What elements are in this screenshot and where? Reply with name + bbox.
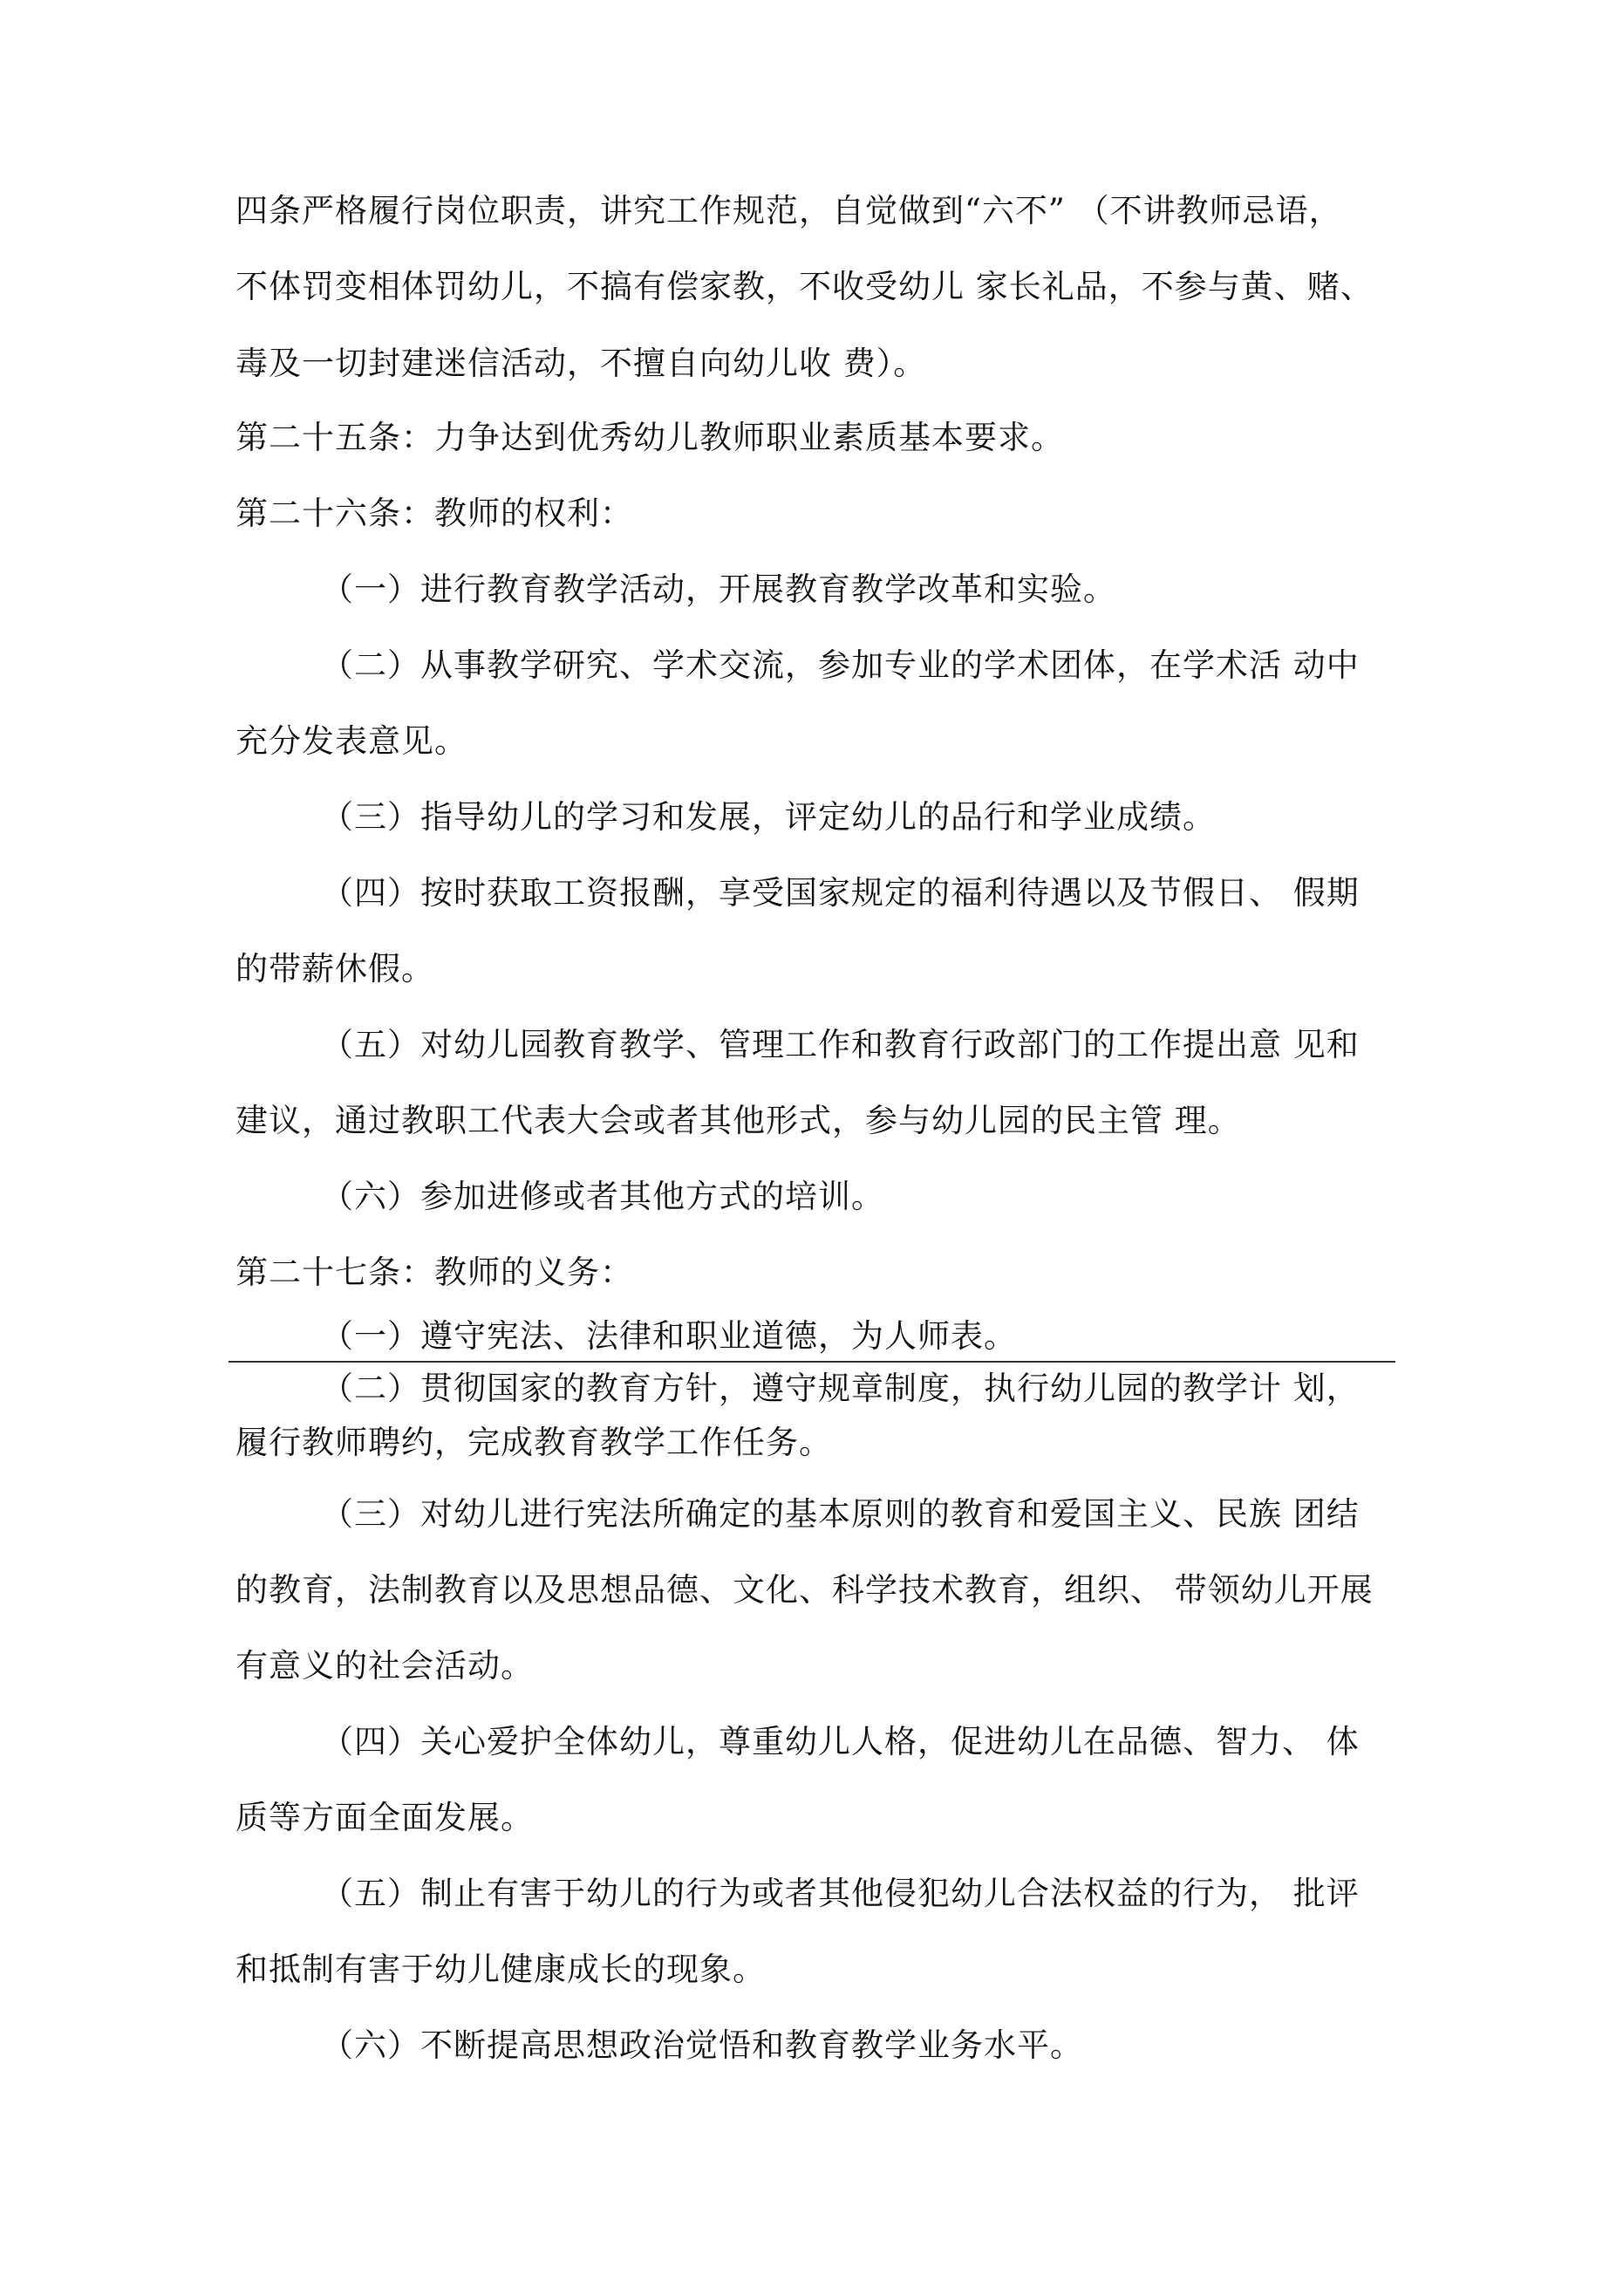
rights-item-4-cont: 的带薪休假。 bbox=[235, 950, 434, 987]
duties-item-4-cont: 质等方面全面发展。 bbox=[235, 1799, 534, 1836]
duties-item-3-cont-1: 的教育，法制教育以及思想品德、文化、科学技术教育，组织、 带领幼儿开展 bbox=[235, 1571, 1374, 1609]
rights-item-2-cont: 充分发表意见。 bbox=[235, 722, 467, 760]
article-25: 第二十五条：力争达到优秀幼儿教师职业素质基本要求。 bbox=[235, 419, 1064, 456]
duties-item-2: （二）贯彻国家的教育方针，遵守规章制度，执行幼儿园的教学计 划， bbox=[321, 1370, 1360, 1407]
duties-item-6: （六）不断提高思想政治觉悟和教育教学业务水平。 bbox=[321, 2026, 1083, 2064]
article-26-heading: 第二十六条：教师的权利： bbox=[235, 495, 633, 532]
duties-item-2-cont: 履行教师聘约，完成教育教学工作任务。 bbox=[235, 1424, 832, 1461]
rights-item-1: （一）进行教育教学活动，开展教育教学改革和实验。 bbox=[321, 571, 1116, 608]
horizontal-rule bbox=[228, 1361, 1395, 1363]
rights-item-5: （五）对幼儿园教育教学、管理工作和教育行政部门的工作提出意 见和 bbox=[321, 1026, 1360, 1063]
rights-item-3: （三）指导幼儿的学习和发展，评定幼儿的品行和学业成绩。 bbox=[321, 798, 1216, 836]
text-line-1: 四条严格履行岗位职责，讲究工作规范，自觉做到“六不” （不讲教师忌语， bbox=[235, 192, 1342, 229]
duties-item-3-cont-2: 有意义的社会活动。 bbox=[235, 1647, 534, 1684]
duties-item-1: （一）遵守宪法、法律和职业道德，为人师表。 bbox=[321, 1317, 1017, 1355]
duties-item-3: （三）对幼儿进行宪法所确定的基本原则的教育和爱国主义、民族 团结 bbox=[321, 1495, 1360, 1533]
article-27-heading: 第二十七条：教师的义务： bbox=[235, 1254, 633, 1291]
duties-item-4: （四）关心爱护全体幼儿，尊重幼儿人格，促进幼儿在品德、智力、 体 bbox=[321, 1723, 1360, 1760]
rights-item-2: （二）从事教学研究、学术交流，参加专业的学术团体，在学术活 动中 bbox=[321, 646, 1360, 684]
text-line-3: 毒及一切封建迷信活动，不擅自向幼儿收 费）。 bbox=[235, 345, 927, 382]
rights-item-4: （四）按时获取工资报酬，享受国家规定的福利待遇以及节假日、 假期 bbox=[321, 874, 1360, 912]
duties-item-5-cont: 和抵制有害于幼儿健康成长的现象。 bbox=[235, 1951, 766, 1988]
text-line-2: 不体罚变相体罚幼儿，不搞有偿家教，不收受幼儿 家长礼品，不参与黄、赌、 bbox=[235, 268, 1374, 305]
rights-item-6: （六）参加进修或者其他方式的培训。 bbox=[321, 1178, 884, 1215]
duties-item-5: （五）制止有害于幼儿的行为或者其他侵犯幼儿合法权益的行为， 批评 bbox=[321, 1875, 1360, 1912]
rights-item-5-cont: 建议，通过教职工代表大会或者其他形式，参与幼儿园的民主管 理。 bbox=[235, 1102, 1241, 1139]
